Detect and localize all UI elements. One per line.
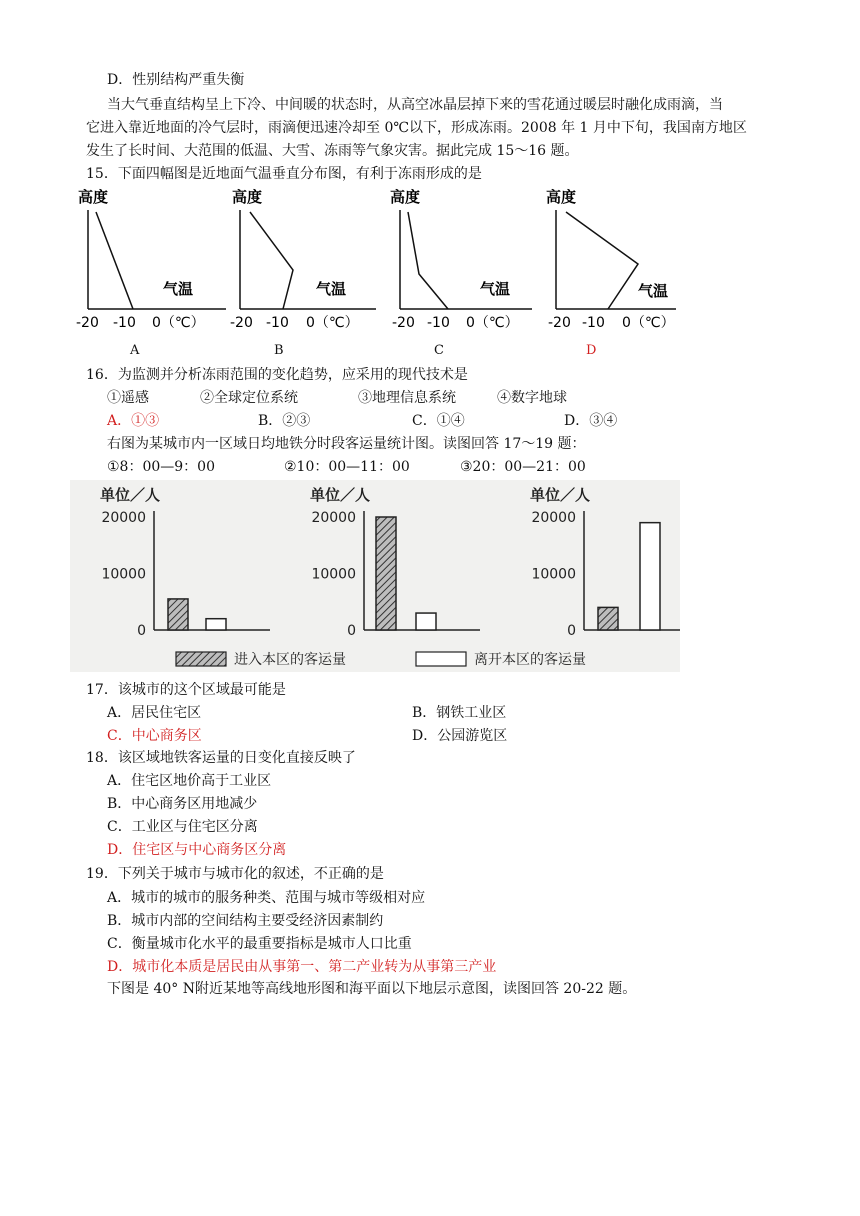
q16-item-1: ①遥感	[107, 390, 149, 406]
profile-a	[76, 188, 226, 331]
profile-d-tick-3: 0（℃）	[622, 315, 675, 331]
profile-c-xlabel: 气温	[480, 280, 511, 298]
period-3: ③20：00—21：00	[460, 459, 586, 475]
q17-option-d: D．公园游览区	[412, 728, 508, 744]
period-1: ①8：00—9：00	[107, 459, 215, 475]
panel-1-ytick-2: 10000	[101, 566, 146, 583]
intro-line-2: 它进入靠近地面的冷气层时，雨滴便迅速冷却至 0℃以下，形成冻雨。2008 年 1 月中下旬，我国南方地区	[86, 120, 747, 136]
q18-option-c: C．工业区与住宅区分离	[107, 819, 258, 835]
metro-panel-1	[100, 486, 270, 639]
profile-label-c: C	[434, 343, 444, 358]
q18-option-a: A．住宅区地价高于工业区	[107, 773, 272, 789]
legend-in-label: 进入本区的客运量	[234, 652, 346, 668]
profile-d	[546, 188, 676, 331]
q16-item-4: ④数字地球	[497, 390, 567, 406]
legend-out-swatch	[416, 652, 466, 666]
q19-option-d: D．城市化本质是居民由从事第一、第二产业转为从事第三产业	[107, 959, 497, 975]
panel-3-bar-out	[640, 523, 660, 630]
profile-b-tick-1: -20	[230, 315, 253, 331]
profile-a-tick-1: -20	[76, 315, 99, 331]
tail-instruction: 下图是 40° N附近某地等高线地形图和海平面以下地层示意图，读图回答 20-22 题。	[107, 981, 637, 997]
metro-bar-figure	[70, 480, 680, 672]
profile-d-tick-2: -10	[582, 315, 605, 331]
metro-panel-3	[530, 486, 680, 639]
profile-a-line	[96, 212, 133, 309]
profile-d-xlabel: 气温	[638, 282, 669, 300]
profile-d-tick-1: -20	[548, 315, 571, 331]
period-2: ②10：00—11：00	[284, 459, 410, 475]
profile-c	[390, 188, 532, 331]
q16-option-d: D．③④	[564, 413, 618, 429]
profile-a-tick-2: -10	[113, 315, 136, 331]
profile-label-b: B	[274, 343, 284, 358]
panel-3-ytick-2: 10000	[531, 566, 576, 583]
q18-option-b: B．中心商务区用地减少	[107, 796, 258, 812]
profile-c-tick-2: -10	[427, 315, 450, 331]
panel-1-bar-out	[206, 619, 226, 630]
legend-in-swatch	[176, 652, 226, 666]
profile-c-tick-3: 0（℃）	[466, 315, 519, 331]
q17-option-b: B．钢铁工业区	[412, 705, 507, 721]
profile-a-tick-3: 0（℃）	[152, 315, 205, 331]
panel-2-bar-in	[376, 517, 396, 630]
option-d-previous: D．性别结构严重失衡	[107, 72, 245, 88]
q19-option-a: A．城市的城市的服务种类、范围与城市等级相对应	[107, 890, 426, 906]
panel-3-bar-in	[598, 607, 618, 630]
panel-2-ytick-3: 0	[347, 623, 356, 639]
panel-2-ytick-2: 10000	[311, 566, 356, 583]
profile-a-xlabel: 气温	[163, 280, 194, 298]
temperature-profile-svg	[70, 182, 680, 342]
profile-b-tick-3: 0（℃）	[306, 315, 359, 331]
profile-label-a: A	[130, 343, 140, 358]
q16-item-3: ③地理信息系统	[358, 390, 456, 406]
temperature-profile-figure	[70, 182, 680, 342]
panel-1-ytick-3: 0	[137, 623, 146, 639]
panel-2-ytick-1: 20000	[311, 510, 356, 526]
q16-option-a: A．①③	[107, 413, 160, 429]
metro-panel-2	[310, 486, 480, 639]
intro-line-3: 发生了长时间、大范围的低温、大雪、冻雨等气象灾害。据此完成 15～16 题。	[86, 143, 579, 159]
q16-item-2: ②全球定位系统	[200, 390, 298, 406]
q16-option-c: C．①④	[412, 413, 465, 429]
q18-option-d: D．住宅区与中心商务区分离	[107, 842, 287, 858]
q16-option-b: B．②③	[258, 413, 311, 429]
panel-2-unit-label: 单位／人	[310, 486, 371, 504]
panel-3-unit-label: 单位／人	[530, 486, 591, 504]
profile-d-ylabel: 高度	[546, 188, 577, 206]
q19-option-b: B．城市内部的空间结构主要受经济因素制约	[107, 913, 384, 929]
profile-label-d: D	[586, 343, 597, 358]
profile-b-line	[250, 212, 293, 309]
question-15: 15．下面四幅图是近地面气温垂直分布图，有利于冻雨形成的是	[86, 166, 482, 182]
profile-c-line	[408, 212, 448, 309]
panel-3-ytick-3: 0	[567, 623, 576, 639]
profile-b-tick-2: -10	[266, 315, 289, 331]
panel-2-bar-out	[416, 613, 436, 630]
legend-out-label: 离开本区的客运量	[474, 652, 586, 668]
profile-b	[230, 188, 376, 331]
profile-b-ylabel: 高度	[232, 188, 263, 206]
profile-b-xlabel: 气温	[316, 280, 347, 298]
metro-intro: 右图为某城市内一区域日均地铁分时段客运量统计图。读图回答 17～19 题：	[107, 436, 586, 452]
panel-1-unit-label: 单位／人	[100, 486, 161, 504]
question-19: 19．下列关于城市与城市化的叙述，不正确的是	[86, 866, 384, 882]
question-18: 18．该区域地铁客运量的日变化直接反映了	[86, 750, 356, 766]
profile-c-ylabel: 高度	[390, 188, 421, 206]
profile-c-tick-1: -20	[392, 315, 415, 331]
question-16: 16．为监测并分析冻雨范围的变化趋势，应采用的现代技术是	[86, 367, 468, 383]
question-17: 17．该城市的这个区域最可能是	[86, 682, 286, 698]
q19-option-c: C．衡量城市化水平的最重要指标是城市人口比重	[107, 936, 412, 952]
intro-line-1: 当大气垂直结构呈上下冷、中间暖的状态时，从高空冰晶层掉下来的雪花通过暖层时融化成雨滴，当	[107, 97, 723, 113]
profile-d-line	[566, 212, 638, 309]
panel-3-ytick-1: 20000	[531, 510, 576, 526]
profile-a-ylabel: 高度	[78, 188, 109, 206]
q17-option-a: A．居民住宅区	[107, 705, 202, 721]
metro-bar-svg	[70, 480, 680, 672]
panel-1-bar-in	[168, 599, 188, 630]
panel-1-ytick-1: 20000	[101, 510, 146, 526]
q17-option-c: C．中心商务区	[107, 728, 202, 744]
